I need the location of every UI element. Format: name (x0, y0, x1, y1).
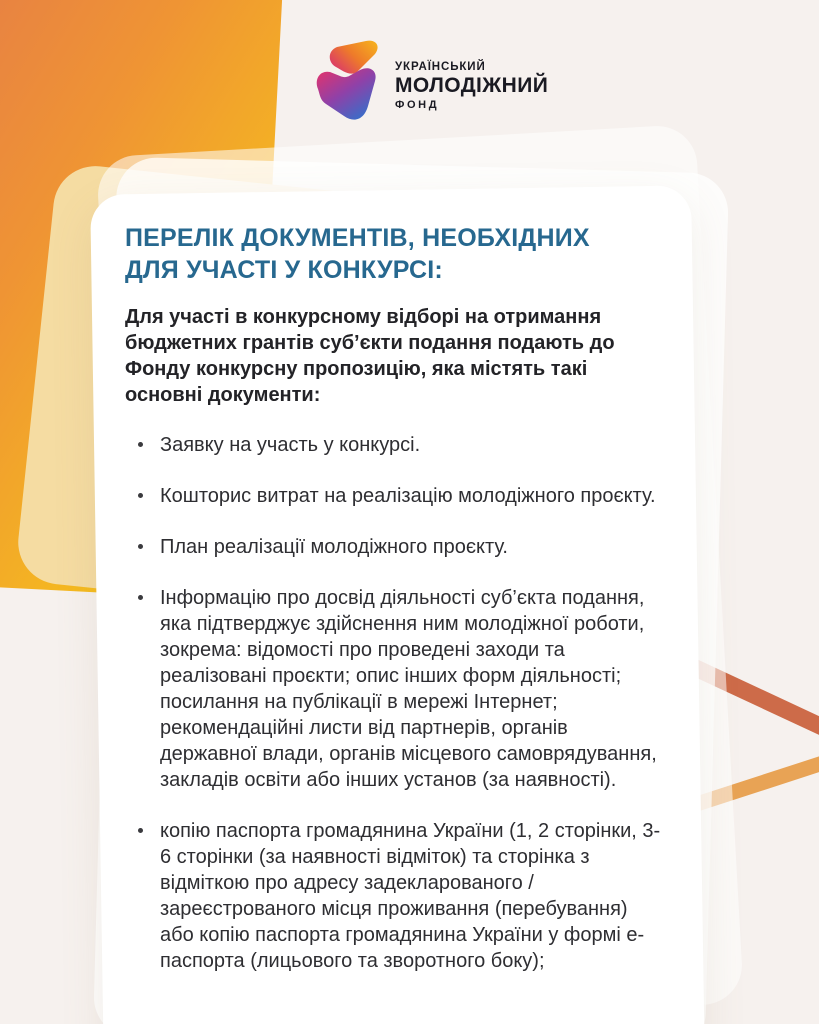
page-title (125, 222, 665, 286)
list-item: Кошторис витрат на реалізацію молодіжного проєкту. (125, 483, 665, 509)
list-item: Інформацію про досвід діяльності суб’єкта подання, яка підтверджує здійснення ним молодіжної роботи, зокрема: відомості про проведені заходи та реалізовані проєкти; опис інших форм діяльності; посилання на публікації в мережі Інтернет; рекомендаційні листи від партнерів, органів державної влади, органів місцевого самоврядування, закладів освіти або інших установ (за наявності). (125, 585, 665, 793)
list-item: копію паспорта громадянина України (1, 2 сторінки, 3-6 сторінки (за наявності відміток) та сторінка з відміткою про адресу задекларованого / зареєстрованого місця проживання (перебування) або копію паспорта громадянина України у формі е-паспорта (лицьового та зворотного боку); (125, 818, 665, 974)
umf-logo-text (395, 60, 548, 114)
logo-heart-bottom (317, 68, 376, 119)
list-item: План реалізації молодіжного проєкту. (125, 534, 665, 560)
logo-org-line1: УКРАЇНСЬКИЙ (395, 61, 486, 73)
logo-org-line2: МОЛОДІЖНИЙ (395, 74, 549, 98)
list-item: Заявку на участь у конкурсі. (125, 432, 665, 458)
logo-org-line3: ФОНД (395, 99, 440, 112)
umf-logo (314, 40, 548, 124)
umf-logo-mark-icon (314, 40, 386, 124)
logo-pebble-top (330, 41, 378, 74)
page-title-line1: ПЕРЕЛІК ДОКУМЕНТІВ, НЕОБХІДНИХ (125, 224, 590, 252)
page-title-line2: ДЛЯ УЧАСТІ У КОНКУРСІ: (125, 256, 443, 284)
card-content (125, 222, 665, 999)
intro-paragraph: Для участі в конкурсному відборі на отримання бюджетних грантів суб’єкти подання подають до Фонду конкурсну пропозицію, яка містять такі основні документи: (125, 306, 615, 406)
document-list (125, 432, 665, 974)
